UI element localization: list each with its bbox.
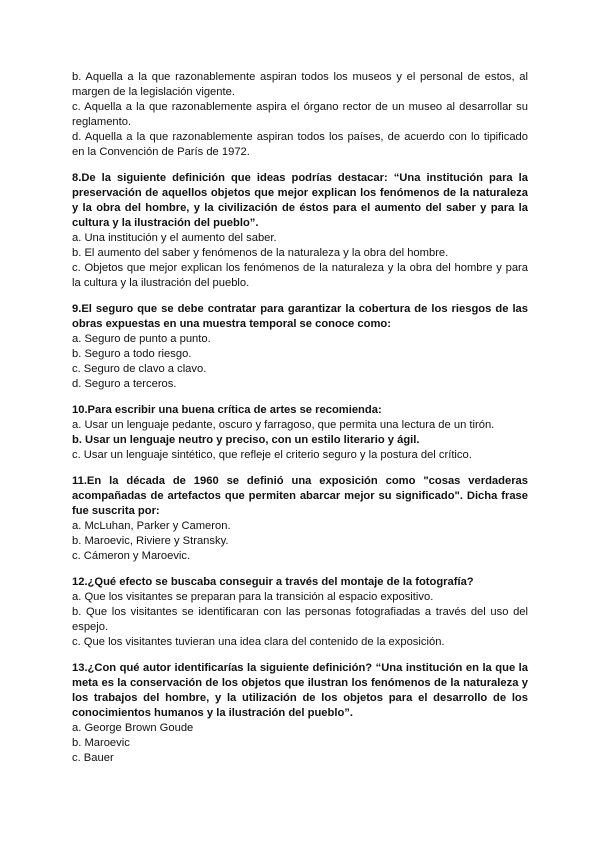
- question-title: 9.El seguro que se debe contratar para garantizar la cobertura de los riesgos de las obras expuestas en una muestra temporal se conoce como:: [72, 303, 528, 330]
- question-10: [72, 403, 528, 463]
- question-8: [72, 171, 528, 291]
- option-a: a. Seguro de punto a punto.: [72, 333, 211, 345]
- option-c: c. Que los visitantes tuvieran una idea clara del contenido de la exposición.: [72, 636, 445, 648]
- question-9: [72, 302, 528, 392]
- option-d: d. Seguro a terceros.: [72, 378, 177, 390]
- option-b: b. Seguro a todo riesgo.: [72, 348, 192, 360]
- option-c: c. Usar un lenguaje sintético, que refleje el criterio seguro y la postura del crítico.: [72, 449, 472, 461]
- option-c: c. Seguro de clavo a clavo.: [72, 363, 207, 375]
- option-a: a. George Brown Goude: [72, 722, 194, 734]
- option-a: a. Que los visitantes se preparan para la transición al espacio expositivo.: [72, 591, 434, 603]
- option-b: b. Maroevic: [72, 737, 130, 749]
- option-b: b. Maroevic, Riviere y Stransky.: [72, 535, 229, 547]
- option-a: a. McLuhan, Parker y Cameron.: [72, 520, 231, 532]
- question-title: 10.Para escribir una buena crítica de artes se recomienda:: [72, 404, 382, 416]
- option-b: b. Que los visitantes se identificaran con las personas fotografiadas a través del uso del espejo.: [72, 606, 528, 633]
- option-c: c. Objetos que mejor explican los fenómenos de la naturaleza y la obra del hombre y para la cultura y la ilustración del pueblo.: [72, 262, 528, 289]
- question-title: 13.¿Con qué autor identificarías la siguiente definición? “Una institución en la que la meta es la conservación de los objetos que ilustran los fenómenos de la naturaleza y los trabajos del hombre, y la utilización de los objetos para el desarrollo de los conocimientos humanos y la ilustración del pueblo”.: [72, 662, 528, 719]
- option-c: c. Cámeron y Maroevic.: [72, 550, 191, 562]
- carryover-options: [72, 70, 528, 160]
- question-title: 12.¿Qué efecto se buscaba conseguir a través del montaje de la fotografía?: [72, 576, 474, 588]
- option-b: b. El aumento del saber y fenómenos de la naturaleza y la obra del hombre.: [72, 247, 449, 259]
- option-b-highlighted: b. Usar un lenguaje neutro y preciso, con un estilo literario y ágil.: [72, 434, 420, 446]
- option-a: a. Usar un lenguaje pedante, oscuro y farragoso, que permita una lectura de un tirón.: [72, 419, 495, 431]
- question-12: [72, 575, 528, 650]
- option-d: d. Aquella a la que razonablemente aspiran todos los países, de acuerdo con lo tipificado en la Convención de París de 1972.: [72, 131, 528, 158]
- question-title: 11.En la década de 1960 se definió una exposición como "cosas verdaderas acompañadas de artefactos que permiten abarcar mejor su significado". Dicha frase fue suscrita por:: [72, 475, 528, 517]
- question-11: [72, 474, 528, 564]
- option-b: b. Aquella a la que razonablemente aspiran todos los museos y el personal de estos, al margen de la legislación vigente.: [72, 71, 528, 98]
- question-title: 8.De la siguiente definición que ideas podrías destacar: “Una institución para la preservación de aquellos objetos que mejor explican los fenómenos de la naturaleza y la obra del hombre, y la civilización de éstos para el aumento del saber y para la cultura y la ilustración del pueblo”.: [72, 172, 528, 229]
- question-13: [72, 661, 528, 766]
- option-c: c. Aquella a la que razonablemente aspira el órgano rector de un museo al desarrollar su reglamento.: [72, 101, 528, 128]
- option-a: a. Una institución y el aumento del saber.: [72, 232, 277, 244]
- option-c: c. Bauer: [72, 752, 114, 764]
